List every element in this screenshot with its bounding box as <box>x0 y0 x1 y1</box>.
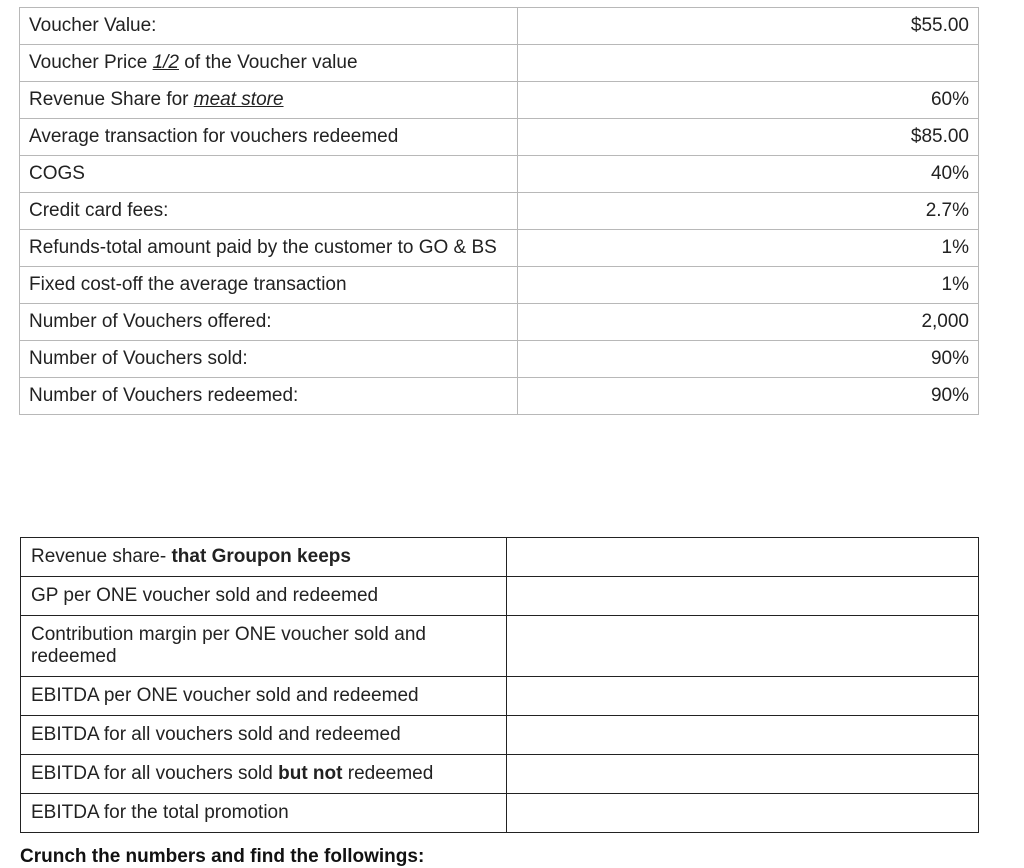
row-value: 90% <box>517 378 978 415</box>
table-row <box>21 577 979 616</box>
label-bold: that Groupon keeps <box>171 546 351 567</box>
table-row <box>20 8 979 45</box>
row-label: Contribution margin per ONE voucher sold and redeemed <box>21 616 507 677</box>
label-emphasis: 1/2 <box>152 52 179 73</box>
row-label: Voucher Value: <box>20 8 518 45</box>
row-value: 2,000 <box>517 304 978 341</box>
inputs-table <box>19 7 979 415</box>
answer-cell[interactable] <box>506 538 978 577</box>
row-label <box>20 82 518 119</box>
row-value: 90% <box>517 341 978 378</box>
row-value: 40% <box>517 156 978 193</box>
row-label: Number of Vouchers sold: <box>20 341 518 378</box>
table-row <box>21 716 979 755</box>
table-row <box>20 193 979 230</box>
row-label: Fixed cost-off the average transaction <box>20 267 518 304</box>
table-row <box>20 156 979 193</box>
row-label: EBITDA for all vouchers sold and redeemed <box>21 716 507 755</box>
table-row <box>20 230 979 267</box>
row-label <box>21 538 507 577</box>
answer-cell[interactable] <box>506 716 978 755</box>
instructions-heading: Crunch the numbers and find the followings: <box>20 846 425 867</box>
answer-cell[interactable] <box>506 616 978 677</box>
row-label: Refunds-total amount paid by the customer to GO & BS <box>20 230 518 267</box>
label-emphasis: meat store <box>193 89 284 110</box>
table-row <box>20 378 979 415</box>
table-row <box>20 82 979 119</box>
table-row <box>21 677 979 716</box>
row-label: COGS <box>20 156 518 193</box>
row-label <box>21 755 507 794</box>
row-value: $55.00 <box>517 8 978 45</box>
row-label: Number of Vouchers redeemed: <box>20 378 518 415</box>
table-row <box>20 341 979 378</box>
label-text: redeemed <box>342 763 434 784</box>
table-row <box>21 616 979 677</box>
row-label: EBITDA per ONE voucher sold and redeemed <box>21 677 507 716</box>
results-table <box>20 537 979 833</box>
table-row <box>21 794 979 833</box>
table-row <box>20 119 979 156</box>
table-row <box>21 755 979 794</box>
label-text: Revenue share- <box>31 546 172 567</box>
label-text: Voucher Price <box>29 52 153 73</box>
row-value <box>517 45 978 82</box>
answer-cell[interactable] <box>506 755 978 794</box>
label-text: EBITDA for all vouchers sold <box>31 763 279 784</box>
row-value: 60% <box>517 82 978 119</box>
row-label <box>20 45 518 82</box>
table-row <box>20 304 979 341</box>
row-label: GP per ONE voucher sold and redeemed <box>21 577 507 616</box>
answer-cell[interactable] <box>506 794 978 833</box>
answer-cell[interactable] <box>506 577 978 616</box>
label-text: of the Voucher value <box>179 52 358 73</box>
label-text: Revenue Share for <box>29 89 194 110</box>
row-value: $85.00 <box>517 119 978 156</box>
row-label: Average transaction for vouchers redeemed <box>20 119 518 156</box>
table-row <box>20 267 979 304</box>
table-row <box>20 45 979 82</box>
row-value: 1% <box>517 230 978 267</box>
row-value: 2.7% <box>517 193 978 230</box>
answer-cell[interactable] <box>506 677 978 716</box>
row-label: Number of Vouchers offered: <box>20 304 518 341</box>
label-bold: but not <box>278 763 343 784</box>
row-value: 1% <box>517 267 978 304</box>
table-row <box>21 538 979 577</box>
row-label: EBITDA for the total promotion <box>21 794 507 833</box>
row-label: Credit card fees: <box>20 193 518 230</box>
